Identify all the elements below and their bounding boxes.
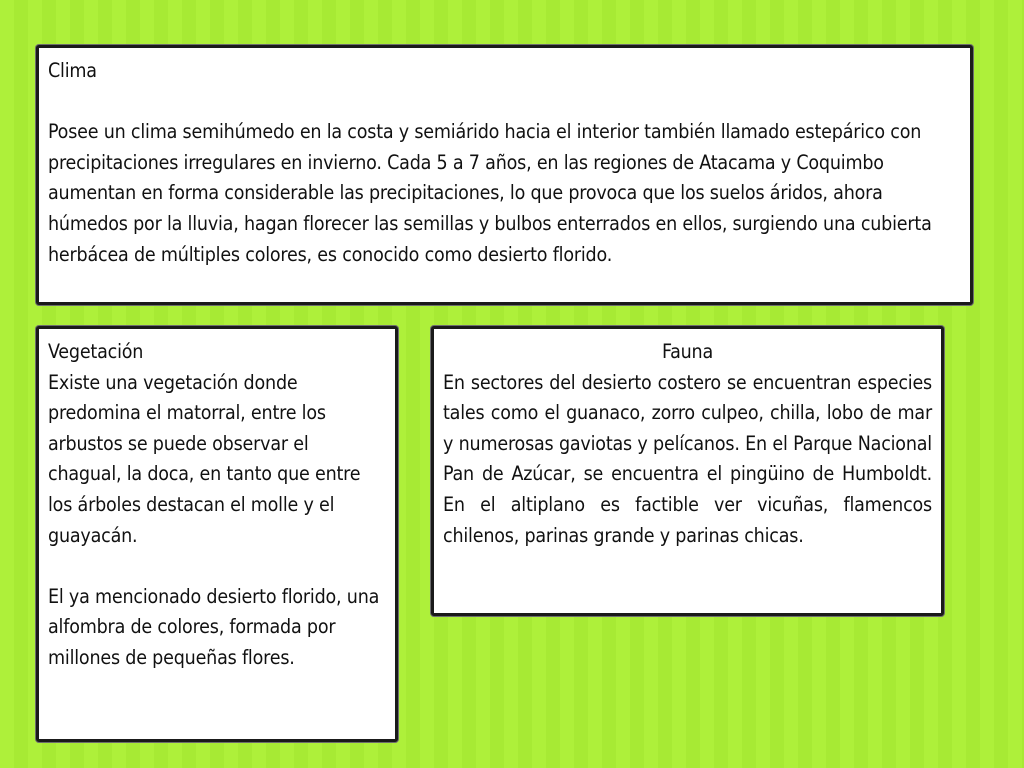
vegetacion-paragraph-2: El ya mencionado desierto florido, una alfombra de colores, formada por millones de pequeñas flores. xyxy=(48,584,380,669)
clima-paragraph xyxy=(48,117,961,270)
fauna-heading: Fauna xyxy=(661,340,714,363)
vegetacion-paragraph-1: Existe una vegetación donde predomina el matorral, entre los arbustos se puede observar el chagual, la doca, en tanto que entre los árboles destacan el molle y el guayacán. xyxy=(48,370,361,547)
vegetacion-spacer xyxy=(48,551,386,582)
fauna-paragraph: En sectores del desierto costero se encuentran especies tales como el guanaco, zorro culpeo, chilla, lobo de mar y numerosas gaviotas y pelícanos. En el Parque Nacional Pan de Azúcar, se encuentra el pingüino de Humboldt. En el altiplano es factible ver vicuñas, flamencos chilenos, parinas grande y parinas chicas. xyxy=(443,370,932,547)
desierto-florido-term: desierto florido xyxy=(477,242,607,266)
clima-text-box xyxy=(36,45,973,305)
clima-heading: Clima xyxy=(48,59,97,82)
clima-spacer xyxy=(48,87,961,118)
vegetacion-heading: Vegetación xyxy=(48,340,144,363)
clima-paragraph-text: Posee un clima semihúmedo en la costa y semiárido hacia el interior también llamado estepárico con precipitaciones irregulares en invierno. Cada 5 a 7 años, en las regiones de Atacama y Coquimbo aumentan en forma considerable las precipitaciones, lo que provoca que los suelos áridos, ahora húmedos por la lluvia, hagan florecer las semillas y bulbos enterrados en ellos, surgiendo una cubierta herbácea de múltiples colores, es conocido como xyxy=(48,120,932,266)
vegetacion-text-box xyxy=(36,326,398,742)
fauna-text-box xyxy=(431,326,944,616)
clima-paragraph-end: . xyxy=(606,242,613,266)
